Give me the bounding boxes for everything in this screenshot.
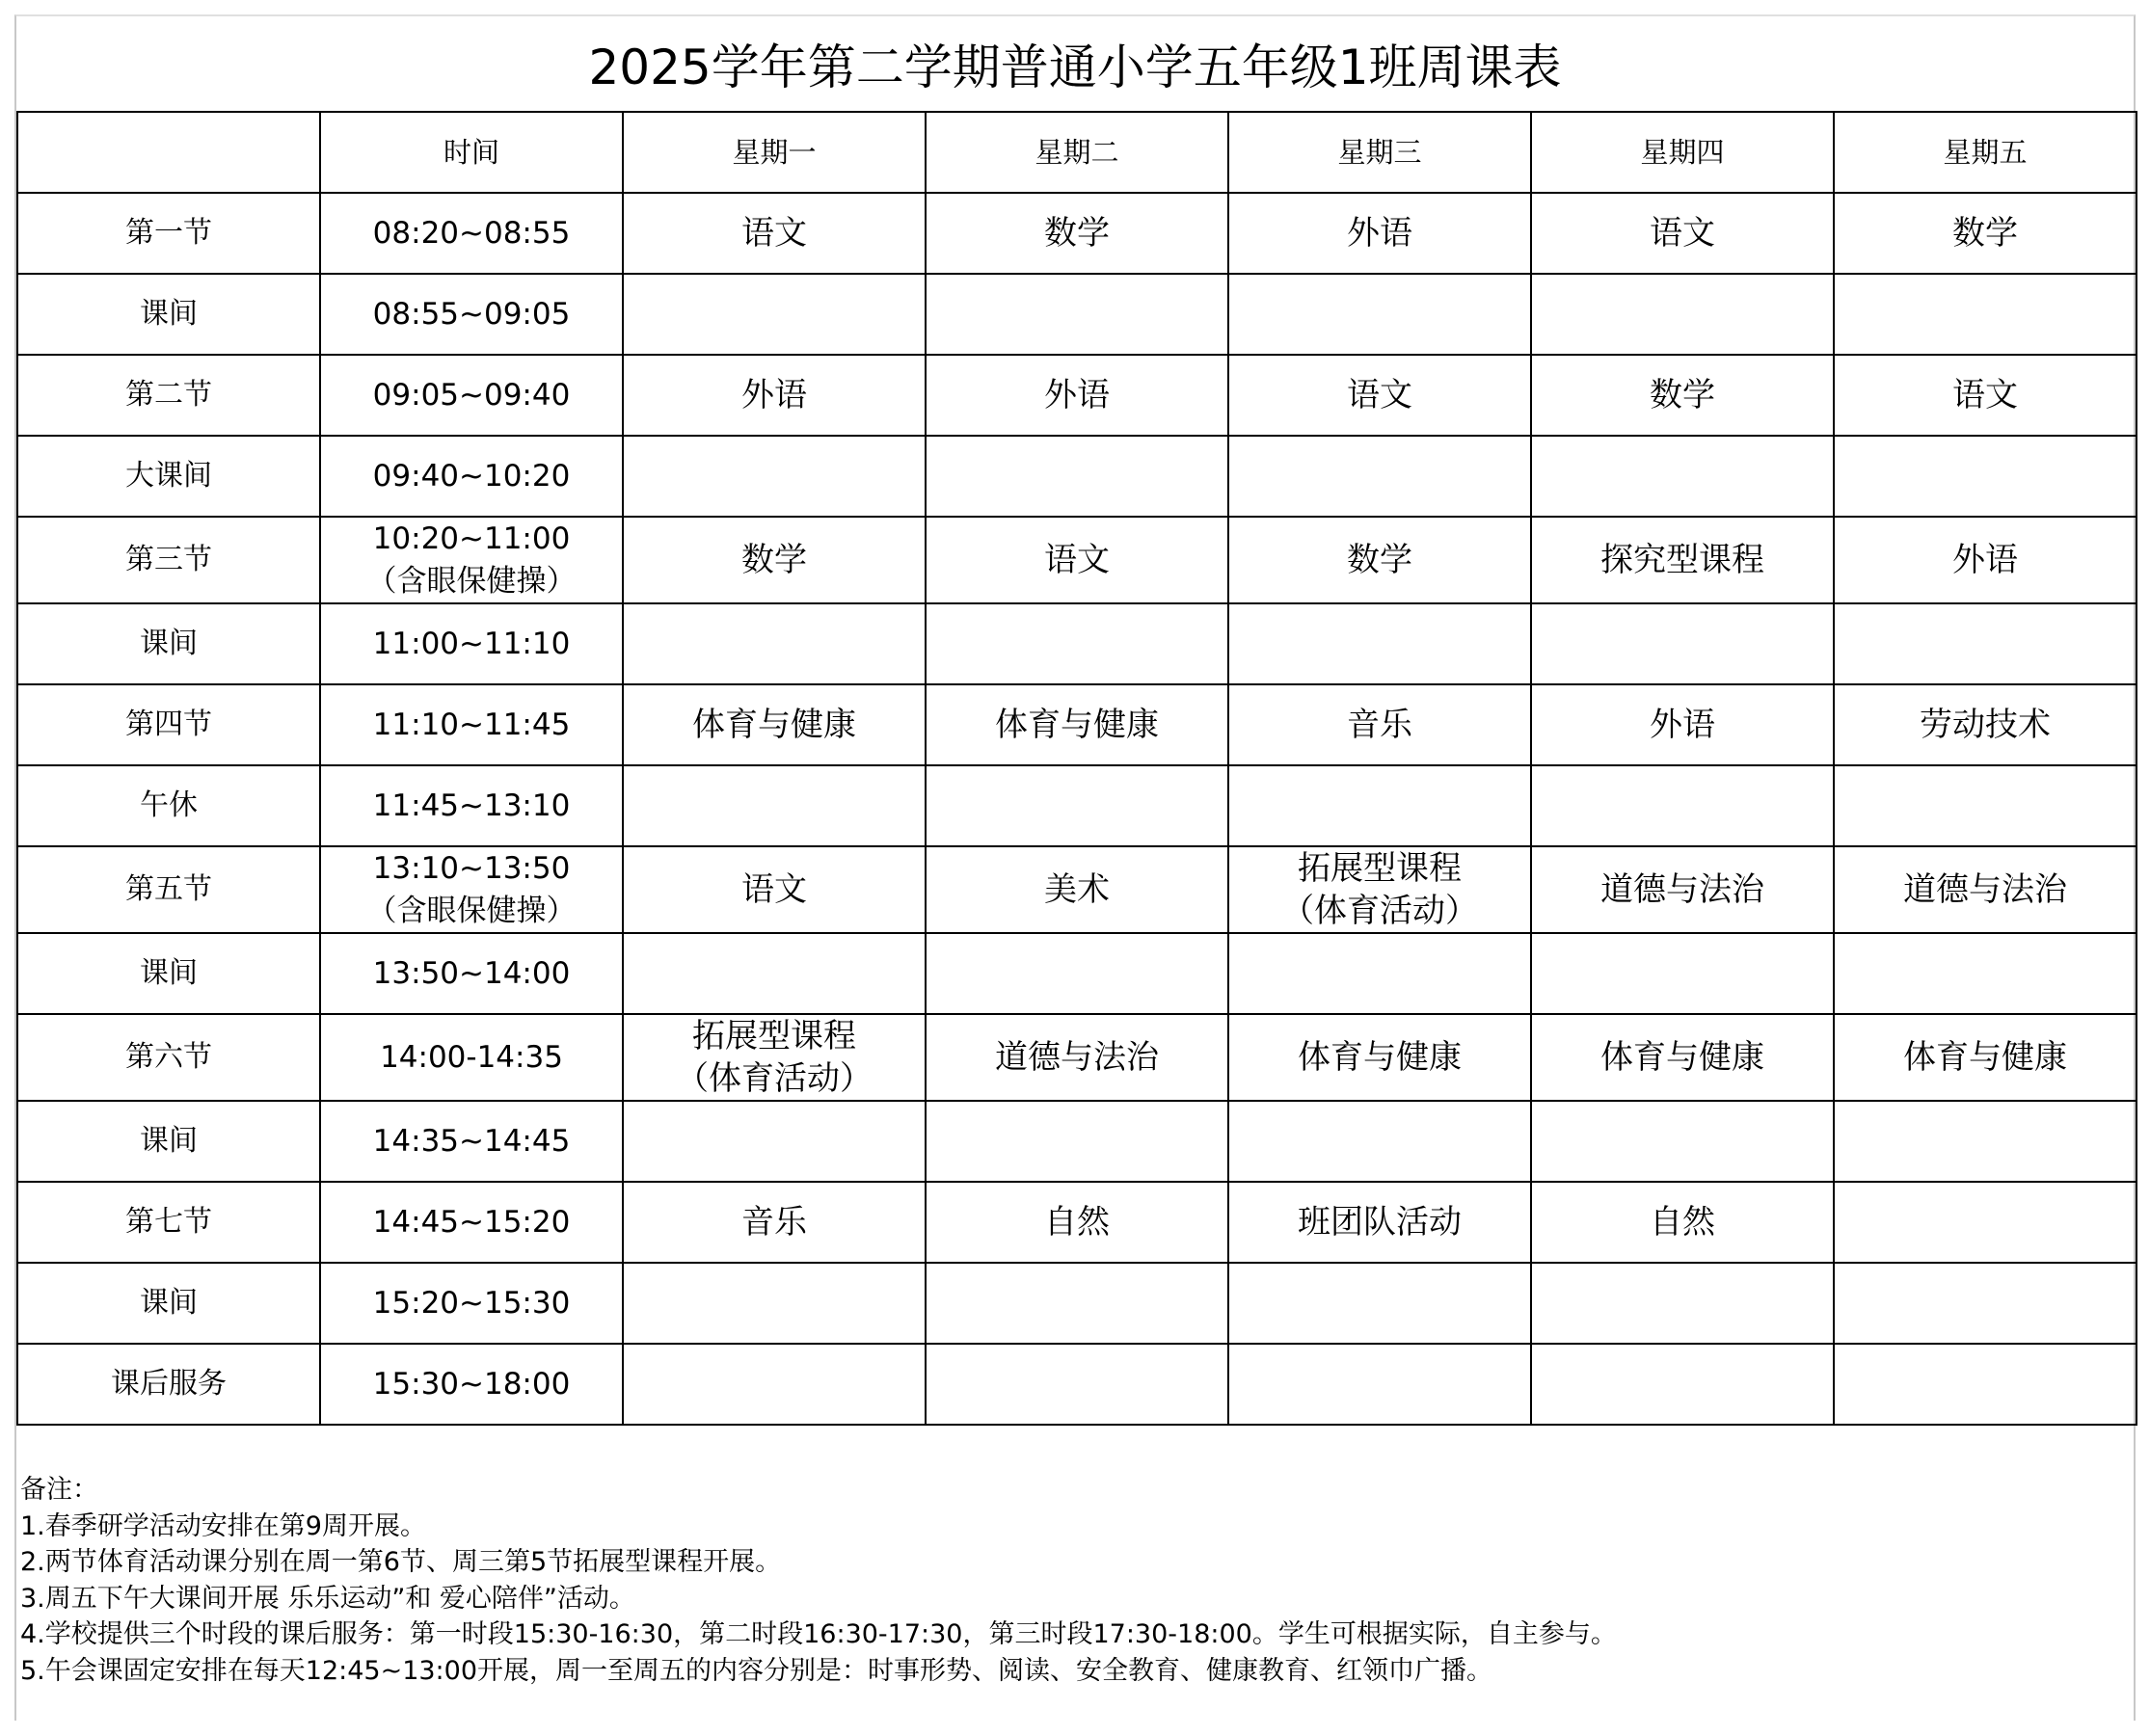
header-day-monday: 星期一 <box>623 112 926 193</box>
period-label: 第六节 <box>17 1014 320 1101</box>
course-name: 体育与健康 <box>995 706 1159 744</box>
course-cell-friday <box>1834 1263 2137 1344</box>
period-time-line: 09:40~10:20 <box>372 459 571 494</box>
course-cell-wednesday <box>1228 1263 1531 1344</box>
course-name: 美术 <box>1044 870 1110 909</box>
period-time-line: 15:20~15:30 <box>372 1286 571 1321</box>
course-cell-thursday <box>1531 933 1834 1014</box>
course-cell-friday <box>1834 684 2137 765</box>
course-cell-wednesday <box>1228 846 1531 933</box>
course-cell-friday <box>1834 355 2137 436</box>
course-name: 数学 <box>1347 541 1412 579</box>
note-item: 1.春季研学活动安排在第9周开展。 <box>20 1510 426 1541</box>
course-name: 语文 <box>1044 541 1110 579</box>
course-name: 体育与健康 <box>1903 1038 2067 1077</box>
course-cell-tuesday <box>926 274 1228 355</box>
period-label: 课间 <box>17 933 320 1014</box>
period-label: 大课间 <box>17 436 320 517</box>
course-name: 外语 <box>1952 541 2018 579</box>
period-time <box>320 436 623 517</box>
course-name: 体育与健康 <box>1298 1038 1462 1077</box>
period-label: 第一节 <box>17 193 320 274</box>
course-cell-friday <box>1834 846 2137 933</box>
course-cell-tuesday <box>926 1344 1228 1425</box>
period-time-line: 10:20~11:00 <box>372 521 571 556</box>
course-name: 语文 <box>741 214 807 253</box>
course-cell-friday <box>1834 1182 2137 1263</box>
period-time <box>320 1182 623 1263</box>
course-name: 数学 <box>1044 214 1110 253</box>
course-cell-thursday <box>1531 1263 1834 1344</box>
period-time-line: 15:30~18:00 <box>372 1367 571 1402</box>
period-label: 第二节 <box>17 355 320 436</box>
course-name: 道德与法治 <box>995 1038 1159 1077</box>
course-name: 自然 <box>1650 1203 1715 1242</box>
course-cell-thursday <box>1531 274 1834 355</box>
course-name: 语文 <box>1650 214 1715 253</box>
course-cell-thursday <box>1531 517 1834 603</box>
course-cell-monday <box>623 1263 926 1344</box>
table-row <box>17 684 2137 765</box>
course-cell-thursday <box>1531 1182 1834 1263</box>
course-name: 语文 <box>741 870 807 909</box>
course-name: 体育与健康 <box>1600 1038 1764 1077</box>
period-label: 课间 <box>17 1101 320 1182</box>
course-cell-monday <box>623 1014 926 1101</box>
course-name: 劳动技术 <box>1920 706 2051 744</box>
period-label: 第四节 <box>17 684 320 765</box>
course-cell-wednesday <box>1228 517 1531 603</box>
course-cell-friday <box>1834 603 2137 684</box>
course-cell-thursday <box>1531 684 1834 765</box>
course-name: 拓展型课程 <box>692 1017 856 1055</box>
course-name: 数学 <box>1650 376 1715 414</box>
course-cell-wednesday <box>1228 1014 1531 1101</box>
table-row <box>17 274 2137 355</box>
course-name: 探究型课程 <box>1600 541 1764 579</box>
course-name: 道德与法治 <box>1903 870 2067 909</box>
course-cell-thursday <box>1531 355 1834 436</box>
period-time <box>320 846 623 933</box>
course-cell-tuesday <box>926 765 1228 846</box>
period-time <box>320 1101 623 1182</box>
header-time: 时间 <box>320 112 623 193</box>
course-cell-friday <box>1834 933 2137 1014</box>
course-cell-tuesday <box>926 1182 1228 1263</box>
table-row <box>17 1344 2137 1425</box>
course-cell-tuesday <box>926 684 1228 765</box>
header-day-friday: 星期五 <box>1834 112 2137 193</box>
course-cell-monday <box>623 517 926 603</box>
notes-section <box>20 1472 1617 1689</box>
course-cell-friday <box>1834 436 2137 517</box>
course-name: 外语 <box>1347 214 1412 253</box>
course-cell-tuesday <box>926 846 1228 933</box>
course-name: 语文 <box>1952 376 2018 414</box>
period-label: 第五节 <box>17 846 320 933</box>
note-item: 4.学校提供三个时段的课后服务：第一时段15:30-16:30，第二时段16:30-17:30，第三时段17:30-18:00。学生可根据实际，自主参与。 <box>20 1619 1617 1649</box>
table-row <box>17 603 2137 684</box>
course-cell-thursday <box>1531 1014 1834 1101</box>
period-time-line: （含眼保健操） <box>366 894 577 928</box>
period-time-line: 11:45~13:10 <box>372 788 571 823</box>
course-cell-monday <box>623 274 926 355</box>
period-time-line: 14:45~15:20 <box>372 1205 571 1240</box>
course-cell-friday <box>1834 193 2137 274</box>
course-cell-monday <box>623 355 926 436</box>
course-cell-wednesday <box>1228 684 1531 765</box>
course-name: 外语 <box>741 376 807 414</box>
period-time <box>320 933 623 1014</box>
course-cell-friday <box>1834 1344 2137 1425</box>
course-cell-monday <box>623 846 926 933</box>
course-cell-wednesday <box>1228 1344 1531 1425</box>
period-time <box>320 1014 623 1101</box>
period-time <box>320 603 623 684</box>
period-label: 第七节 <box>17 1182 320 1263</box>
course-name: 音乐 <box>1347 706 1412 744</box>
course-cell-monday <box>623 603 926 684</box>
period-time <box>320 355 623 436</box>
course-cell-thursday <box>1531 1344 1834 1425</box>
course-name: 拓展型课程 <box>1298 849 1462 888</box>
table-row <box>17 193 2137 274</box>
course-cell-friday <box>1834 765 2137 846</box>
course-name: 数学 <box>741 541 807 579</box>
period-time-line: 08:20~08:55 <box>372 216 571 251</box>
course-cell-tuesday <box>926 1014 1228 1101</box>
period-label: 午休 <box>17 765 320 846</box>
course-cell-wednesday <box>1228 274 1531 355</box>
course-cell-friday <box>1834 1101 2137 1182</box>
course-name: 音乐 <box>741 1203 807 1242</box>
course-cell-thursday <box>1531 765 1834 846</box>
course-cell-thursday <box>1531 436 1834 517</box>
course-cell-tuesday <box>926 355 1228 436</box>
course-cell-wednesday <box>1228 603 1531 684</box>
course-cell-thursday <box>1531 193 1834 274</box>
header-day-tuesday: 星期二 <box>926 112 1228 193</box>
course-cell-friday <box>1834 274 2137 355</box>
period-time-line: 13:50~14:00 <box>372 956 571 991</box>
course-cell-wednesday <box>1228 193 1531 274</box>
period-time <box>320 765 623 846</box>
schedule-sheet <box>14 14 2136 1721</box>
table-row <box>17 436 2137 517</box>
course-name: （体育活动） <box>1281 892 1478 930</box>
table-row <box>17 1014 2137 1101</box>
header-day-thursday: 星期四 <box>1531 112 1834 193</box>
course-cell-tuesday <box>926 193 1228 274</box>
period-time-line: （含眼保健操） <box>366 564 577 599</box>
table-row <box>17 846 2137 933</box>
course-name: 体育与健康 <box>692 706 856 744</box>
course-cell-tuesday <box>926 1101 1228 1182</box>
course-cell-tuesday <box>926 1263 1228 1344</box>
note-item: 5.午会课固定安排在每天12:45~13:00开展，周一至周五的内容分别是：时事形势、阅读、安全教育、健康教育、红领巾广播。 <box>20 1655 1493 1686</box>
table-row <box>17 1263 2137 1344</box>
period-time <box>320 274 623 355</box>
course-name: 道德与法治 <box>1600 870 1764 909</box>
period-label: 第三节 <box>17 517 320 603</box>
course-cell-friday <box>1834 517 2137 603</box>
notes-heading: 备注： <box>20 1475 98 1505</box>
course-cell-wednesday <box>1228 933 1531 1014</box>
period-time-line: 08:55~09:05 <box>372 297 571 332</box>
course-cell-monday <box>623 933 926 1014</box>
header-day-wednesday: 星期三 <box>1228 112 1531 193</box>
timetable <box>16 111 2137 1426</box>
course-name: 语文 <box>1347 376 1412 414</box>
period-time <box>320 517 623 603</box>
course-cell-monday <box>623 436 926 517</box>
period-time <box>320 684 623 765</box>
course-name: 自然 <box>1044 1203 1110 1242</box>
period-time <box>320 193 623 274</box>
period-time-line: 09:05~09:40 <box>372 378 571 413</box>
course-cell-tuesday <box>926 603 1228 684</box>
course-cell-wednesday <box>1228 355 1531 436</box>
note-item: 3.周五下午大课间开展 乐乐运动”和 爱心陪伴”活动。 <box>20 1583 635 1614</box>
course-cell-monday <box>623 1101 926 1182</box>
course-cell-monday <box>623 765 926 846</box>
period-time <box>320 1263 623 1344</box>
course-name: （体育活动） <box>676 1059 873 1098</box>
course-name: 班团队活动 <box>1298 1203 1462 1242</box>
period-label: 课间 <box>17 603 320 684</box>
course-cell-thursday <box>1531 846 1834 933</box>
table-row <box>17 1101 2137 1182</box>
course-name: 外语 <box>1044 376 1110 414</box>
header-blank-cell <box>17 112 320 193</box>
table-row <box>17 355 2137 436</box>
course-cell-monday <box>623 1182 926 1263</box>
course-cell-wednesday <box>1228 765 1531 846</box>
course-cell-wednesday <box>1228 1182 1531 1263</box>
course-cell-tuesday <box>926 517 1228 603</box>
course-cell-wednesday <box>1228 1101 1531 1182</box>
course-cell-monday <box>623 193 926 274</box>
period-time-line: 11:00~11:10 <box>372 627 571 661</box>
period-time-line: 11:10~11:45 <box>372 708 571 742</box>
period-label: 课间 <box>17 1263 320 1344</box>
course-cell-friday <box>1834 1014 2137 1101</box>
course-name: 外语 <box>1650 706 1715 744</box>
course-cell-monday <box>623 684 926 765</box>
period-time-line: 14:35~14:45 <box>372 1124 571 1159</box>
period-time-line: 14:00-14:35 <box>380 1040 563 1075</box>
page-title: 2025学年第二学期普通小学五年级1班周课表 <box>588 40 1562 95</box>
course-cell-tuesday <box>926 933 1228 1014</box>
course-name: 数学 <box>1952 214 2018 253</box>
table-row <box>17 1182 2137 1263</box>
table-row <box>17 765 2137 846</box>
course-cell-wednesday <box>1228 436 1531 517</box>
note-item: 2.两节体育活动课分别在周一第6节、周三第5节拓展型课程开展。 <box>20 1547 782 1577</box>
course-cell-thursday <box>1531 1101 1834 1182</box>
course-cell-monday <box>623 1344 926 1425</box>
period-label: 课后服务 <box>17 1344 320 1425</box>
period-label: 课间 <box>17 274 320 355</box>
period-time-line: 13:10~13:50 <box>372 851 571 886</box>
period-time <box>320 1344 623 1425</box>
table-row <box>17 933 2137 1014</box>
table-row <box>17 517 2137 603</box>
course-cell-tuesday <box>926 436 1228 517</box>
header-row <box>17 112 2137 193</box>
course-cell-thursday <box>1531 603 1834 684</box>
